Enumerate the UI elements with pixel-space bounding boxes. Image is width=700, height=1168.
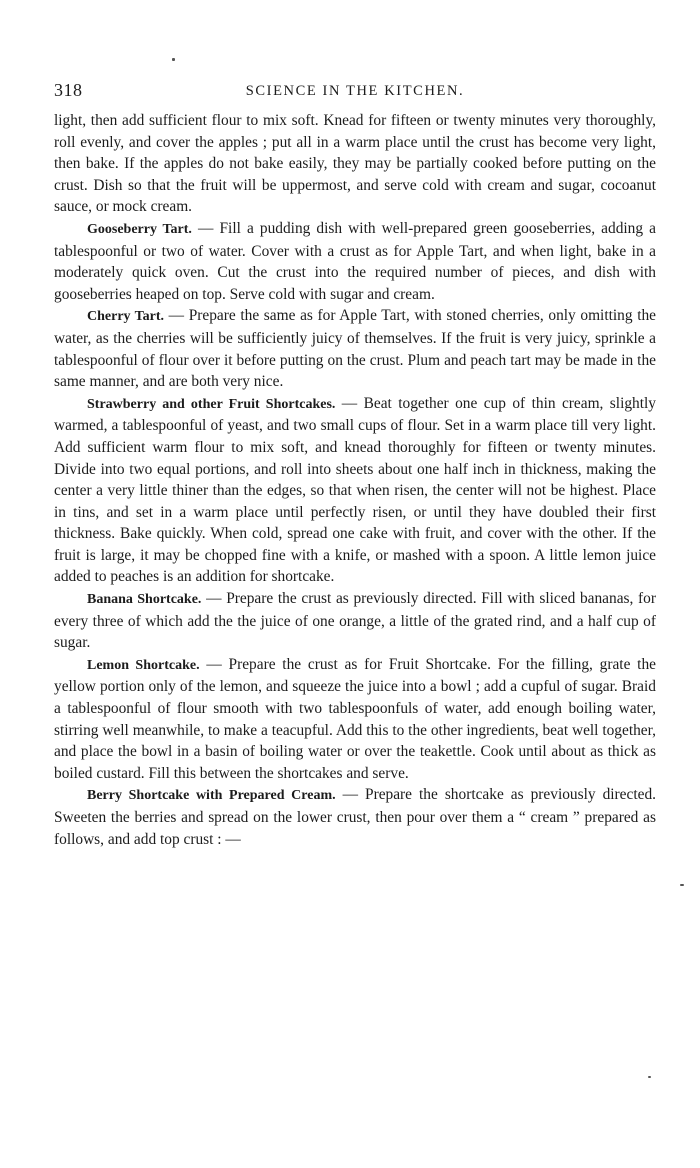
recipe-banana-shortcake — [54, 588, 656, 654]
page-header — [54, 80, 656, 110]
book-page — [54, 80, 656, 850]
recipe-heading: Strawberry and other Fruit Shortcakes. — [87, 396, 336, 412]
recipe-heading: Gooseberry Tart. — [87, 221, 192, 237]
print-speck-bottom — [648, 1076, 651, 1078]
recipe-cherry-tart — [54, 305, 656, 392]
recipe-text: — Prepare the same as for Apple Tart, with stoned cherries, only omitting the water, as the cherries will be sufficiently juicy of themselves. If the fruit is very juicy, sprinkle a tablespoonful of flour over it before putting on the crust. Plum and peach tart may be made in the same manner, and are both very nice. — [54, 307, 656, 391]
recipe-lemon-shortcake — [54, 654, 656, 785]
paragraph-continued — [54, 110, 656, 218]
recipe-heading: Berry Shortcake with Prepared Cream. — [87, 788, 336, 804]
recipe-gooseberry-tart — [54, 218, 656, 305]
recipe-text: — Prepare the crust as previously directed. Fill with sliced bananas, for every three of which add the the juice of one orange, a little of the grated rind, and a half cup of sugar. — [54, 590, 656, 652]
body-text — [54, 110, 656, 850]
recipe-heading: Banana Shortcake. — [87, 592, 202, 608]
recipe-fruit-shortcakes — [54, 393, 656, 588]
paragraph-text: light, then add sufficient flour to mix soft. Knead for fifteen or twenty minutes very thoroughly, roll evenly, and cover the apples ; put all in a warm place until the crust has become very light, then bake. If the apples do not bake easily, they may be partially cooked before putting on the crust. Dish so that the fruit will be uppermost, and serve cold with cream and sugar, cocoanut sauce, or mock cream. — [54, 112, 656, 216]
recipe-text: — Fill a pudding dish with well-prepared green gooseberries, adding a tablespoonful or two of water. Cover with a crust as for Apple Tart, and when light, bake in a moderately quick oven. Cut the crust into the required number of pieces, and dish with gooseberries heaped on top. Serve cold with sugar and cream. — [54, 219, 656, 303]
recipe-text: — Prepare the shortcake as previously directed. Sweeten the berries and spread on the lower crust, then pour over them a “ cream ” prepared as follows, and add top crust : — — [54, 786, 656, 848]
recipe-berry-shortcake — [54, 784, 656, 850]
recipe-heading: Cherry Tart. — [87, 309, 165, 325]
recipe-text: — Beat together one cup of thin cream, slightly warmed, a tablespoonful of yeast, and two small cups of flour. Set in a warm place till very light. Add sufficient warm flour to mix soft, and knead thoroughly for fifteen or twenty minutes. Divide into two equal portions, and roll into sheets about one half inch in thickness, making the center a very little thiner than the edges, so that when risen, the center will not be highest. Place in tins, and set in a warm place until perfectly risen, or until they have doubled their first thickness. Bake quickly. When cold, spread one cake with fruit, and cover with the other. If the fruit is large, it may be chopped fine with a knife, or mashed with a spoon. A little lemon juice added to peaches is an addition for shortcake. — [54, 394, 656, 586]
print-speck-top — [172, 58, 175, 61]
page-number: 318 — [54, 80, 83, 100]
recipe-heading: Lemon Shortcake. — [87, 657, 200, 673]
recipe-text: — Prepare the crust as for Fruit Shortcake. For the filling, grate the yellow portion only of the lemon, and squeeze the juice into a bowl ; add a cupful of sugar. Braid a tablespoonful of flour smooth with two tablespoonfuls of water, add enough boiling water, stirring well meanwhile, to make a teacupful. Add this to the other ingredients, beat well together, and place the bowl in a basin of boiling water or over the teakettle. Cook until about as thick as boiled custard. Fill this between the shortcakes and serve. — [54, 655, 656, 782]
running-title: SCIENCE IN THE KITCHEN. — [245, 83, 465, 99]
print-speck-margin — [680, 884, 684, 886]
